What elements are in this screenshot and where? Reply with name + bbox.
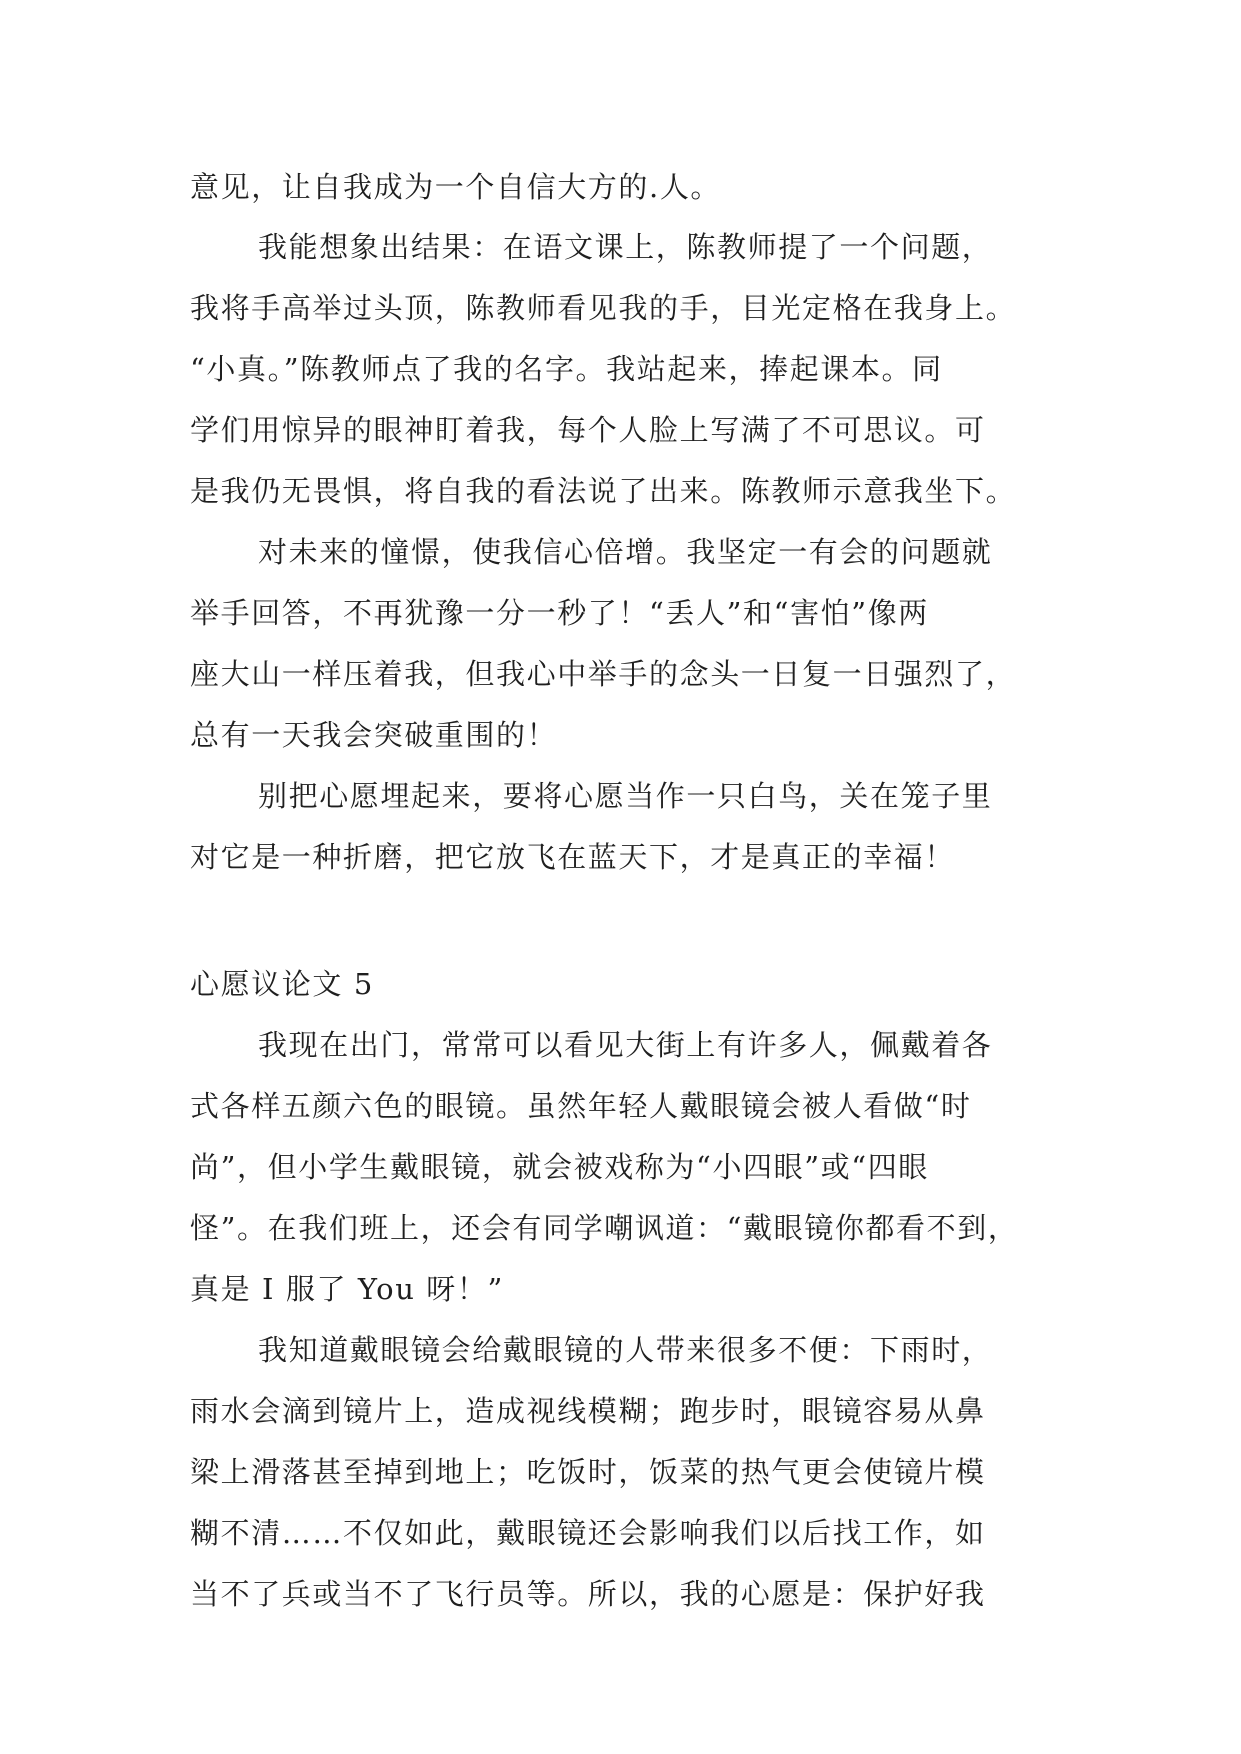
text-line: 意见，让自我成为一个自信大方的.人。 xyxy=(190,170,722,204)
text-line: 尚”，但小学生戴眼镜，就会被戏称为“小四眼”或“四眼 xyxy=(190,1150,929,1184)
text-line: “小真。”陈教师点了我的名字。我站起来，捧起课本。同 xyxy=(190,352,943,386)
text-line: 雨水会滴到镜片上，造成视线模糊；跑步时，眼镜容易从鼻 xyxy=(190,1394,986,1428)
text-line: 我能想象出结果：在语文课上，陈教师提了一个问题， xyxy=(258,230,993,264)
text-line: 梁上滑落甚至掉到地上；吃饭时，饭菜的热气更会使镜片模 xyxy=(190,1455,986,1489)
text-line: 座大山一样压着我，但我心中举手的念头一日复一日强烈了， xyxy=(190,657,1017,691)
text-line: 糊不清……不仅如此，戴眼镜还会影响我们以后找工作，如 xyxy=(190,1516,986,1550)
text-line: 对它是一种折磨，把它放飞在蓝天下，才是真正的幸福！ xyxy=(190,840,956,874)
text-line: 真是 I 服了 You 呀！” xyxy=(190,1272,504,1306)
text-line: 怪”。在我们班上，还会有同学嘲讽道：“戴眼镜你都看不到， xyxy=(190,1211,1019,1245)
section-title: 心愿议论文 5 xyxy=(190,967,374,1001)
text-line: 举手回答，不再犹豫一分一秒了！“丢人”和“害怕”像两 xyxy=(190,596,929,630)
text-line: 我知道戴眼镜会给戴眼镜的人带来很多不便：下雨时， xyxy=(258,1333,993,1367)
text-line: 别把心愿埋起来，要将心愿当作一只白鸟，关在笼子里 xyxy=(258,779,993,813)
text-line: 是我仍无畏惧，将自我的看法说了出来。陈教师示意我坐下。 xyxy=(190,474,1017,508)
text-line: 对未来的憧憬，使我信心倍增。我坚定一有会的问题就 xyxy=(258,535,993,569)
text-line: 式各样五颜六色的眼镜。虽然年轻人戴眼镜会被人看做“时 xyxy=(190,1089,972,1123)
text-line: 我将手高举过头顶，陈教师看见我的手，目光定格在我身上。 xyxy=(190,291,1017,325)
text-line: 我现在出门，常常可以看见大街上有许多人，佩戴着各 xyxy=(258,1028,993,1062)
text-line: 当不了兵或当不了飞行员等。所以，我的心愿是：保护好我 xyxy=(190,1577,986,1611)
text-line: 学们用惊异的眼神盯着我，每个人脸上写满了不可思议。可 xyxy=(190,413,986,447)
text-line: 总有一天我会突破重围的！ xyxy=(190,718,558,752)
